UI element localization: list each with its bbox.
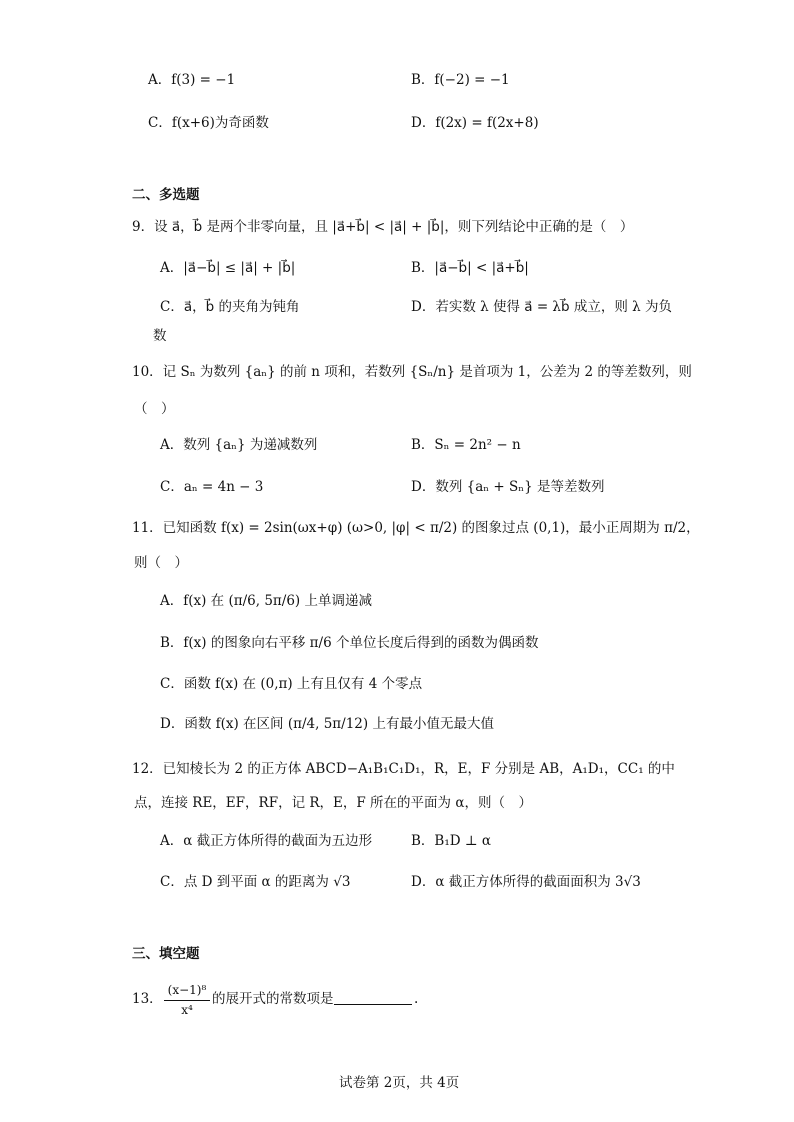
q13-period: .	[414, 991, 419, 1007]
q10-stem-paren: （ ）	[134, 401, 175, 417]
q9-option-b: B．|a⃗−b⃗| < |a⃗+b⃗|	[411, 260, 529, 276]
q12-option-d: D．α 截正方体所得的截面面积为 3√3	[411, 874, 641, 890]
section-heading-fill-in: 三、填空题	[132, 946, 200, 962]
q11-option-c: C．函数 f(x) 在 (0,π) 上有且仅有 4 个零点	[160, 676, 423, 692]
q11-option-b: B．f(x) 的图象向右平移 π/6 个单位长度后得到的函数为偶函数	[160, 635, 539, 651]
q10-option-d: D．数列 {aₙ + Sₙ} 是等差数列	[411, 479, 605, 495]
q8-option-a: A．f(3) = −1	[148, 72, 236, 88]
section-heading-multiple-choice: 二、多选题	[132, 187, 200, 203]
q8-option-c: C．f(x+6)为奇函数	[148, 115, 269, 131]
q8-option-d: D．f(2x) = f(2x+8)	[411, 115, 539, 131]
q10-option-a: A．数列 {aₙ} 为递减数列	[160, 437, 318, 453]
q11-option-a: A．f(x) 在 (π/6, 5π/6) 上单调递减	[160, 593, 372, 609]
page-footer: 试卷第 2页，共 4页	[339, 1075, 460, 1091]
q10-stem: 10．记 Sₙ 为数列 {aₙ} 的前 n 项和，若数列 {Sₙ/n} 是首项为 1，公差为 2 的等差数列，则	[132, 364, 692, 380]
q12-option-c: C．点 D 到平面 α 的距离为 √3	[160, 874, 351, 890]
q9-option-a: A．|a⃗−b⃗| ≤ |a⃗| + |b⃗|	[160, 260, 296, 276]
q9-option-d: D．若实数 λ 使得 a⃗ = λb⃗ 成立，则 λ 为负	[411, 299, 672, 315]
q10-option-c: C．aₙ = 4n − 3	[160, 479, 264, 495]
q12-option-b: B．B₁D ⊥ α	[411, 833, 491, 849]
q13-number: 13．	[132, 991, 163, 1007]
q9-option-d-continued: 数	[153, 328, 167, 344]
q13-fraction-numerator: (x−1)⁸	[167, 983, 207, 997]
q13-text: 的展开式的常数项是	[212, 991, 334, 1007]
q13-answer-blank[interactable]	[334, 990, 412, 1009]
q13-fraction-bar	[164, 1000, 210, 1001]
q11-stem-then: 则（ ）	[134, 555, 188, 571]
q9-stem: 9．设 a⃗，b⃗ 是两个非零向量，且 |a⃗+b⃗| < |a⃗| + |b⃗|，则下列结论中正确的是（ ）	[132, 219, 634, 235]
q8-option-b: B．f(−2) = −1	[411, 72, 510, 88]
q12-stem-continued: 点，连接 RE，EF，RF，记 R，E，F 所在的平面为 α，则（ ）	[134, 795, 532, 811]
q9-option-c: C．a⃗，b⃗ 的夹角为钝角	[160, 299, 300, 315]
q12-stem: 12．已知棱长为 2 的正方体 ABCD−A₁B₁C₁D₁，R，E，F 分别是 AB，A₁D₁，CC₁ 的中	[132, 761, 675, 777]
q11-option-d: D．函数 f(x) 在区间 (π/4, 5π/12) 上有最小值无最大值	[160, 716, 494, 732]
q10-option-b: B．Sₙ = 2n² − n	[411, 437, 521, 453]
q13-fraction-denominator: x⁴	[181, 1003, 193, 1017]
q11-stem: 11．已知函数 f(x) = 2sin(ωx+φ) (ω>0, |φ| < π/2) 的图象过点 (0,1)，最小正周期为 π/2，	[132, 520, 700, 536]
q12-option-a: A．α 截正方体所得的截面为五边形	[160, 833, 373, 849]
